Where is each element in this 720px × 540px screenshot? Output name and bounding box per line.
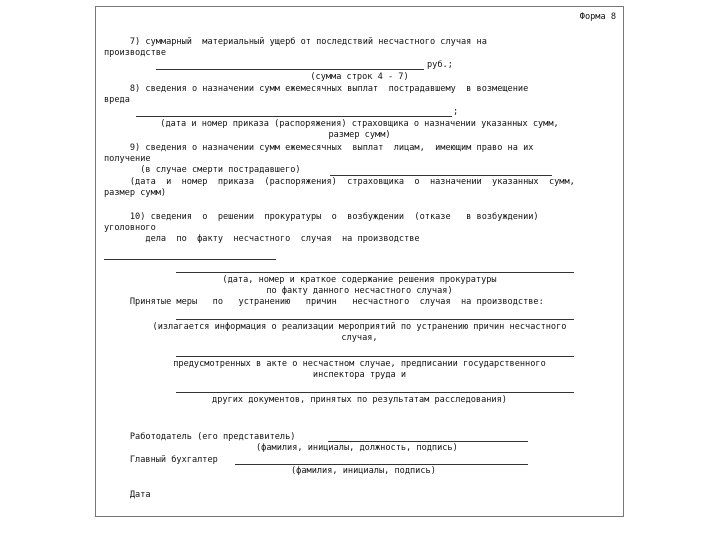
measures-note5: других документов, принятых по результатам расследования) [212,395,507,405]
form-label: Форма 8 [579,12,616,22]
measures-blank-2 [176,356,574,357]
item7-note: (сумма строк 4 - 7) [310,72,409,82]
measures-note3: предусмотренных в акте о несчастном случае, предписании государственного [173,359,546,369]
item9-note1: (дата и номер приказа (распоряжения) страховщика о назначении указанных сумм, [104,177,575,187]
item8-blank [136,116,452,117]
item9-note2: размер сумм) [104,188,167,198]
employer-line: Работодатель (его представитель) [104,432,296,442]
item10-blank-1 [104,259,276,260]
item10-blank-2 [176,272,574,273]
item8-semicolon: ; [453,107,459,117]
date-line: Дата [104,490,151,500]
employer-signature-blank [328,441,528,442]
item8-line1: 8) сведения о назначении сумм ежемесячных выплат пострадавшему в возмещение [104,84,529,94]
item7-amount-blank [156,69,424,70]
item10-line3: дела по факту несчастного случая на производстве [104,234,420,244]
item9-blank [330,175,552,176]
accountant-signature-blank [235,464,528,465]
item7-rub: руб.; [427,60,453,70]
measures-line1: Принятые меры по устранению причин несчастного случая на производстве: [104,297,544,307]
accountant-line: Главный бухгалтер [104,455,218,465]
measures-note2: случая, [341,333,378,343]
item10-line1: 10) сведения о решении прокуратуры о возбуждении (отказе в возбуждении) [104,212,539,222]
item7-line2: производстве [104,48,167,58]
item9-line3: (в случае смерти пострадавшего) [104,165,301,175]
accountant-note: (фамилия, инициалы, подпись) [291,466,436,476]
document-page [95,6,624,517]
form-text [96,7,623,516]
employer-note: (фамилия, инициалы, должность, подпись) [256,443,458,453]
item10-line2: уголовного [104,223,156,233]
measures-blank-3 [176,392,574,393]
item8-note1: (дата и номер приказа (распоряжения) страховщика о назначении указанных сумм, [160,119,559,129]
item10-note2: по факту данного несчастного случая) [266,286,453,296]
measures-note4: инспектора труда и [312,370,407,380]
item8-line2: вреда [104,95,130,105]
item7-line1: 7) суммарный материальный ущерб от последствий несчастного случая на [104,37,487,47]
item8-note2: размер сумм) [328,130,391,140]
item9-line2: получение [104,154,151,164]
item9-line1: 9) сведения о назначении сумм ежемесячных выплат лицам, имеющим право на их [104,143,534,153]
measures-note1: (излагается информация о реализации мероприятий по устранению причин несчастного [152,322,567,332]
item10-note1: (дата, номер и краткое содержание решения прокуратуры [222,275,497,285]
measures-blank-1 [176,319,574,320]
